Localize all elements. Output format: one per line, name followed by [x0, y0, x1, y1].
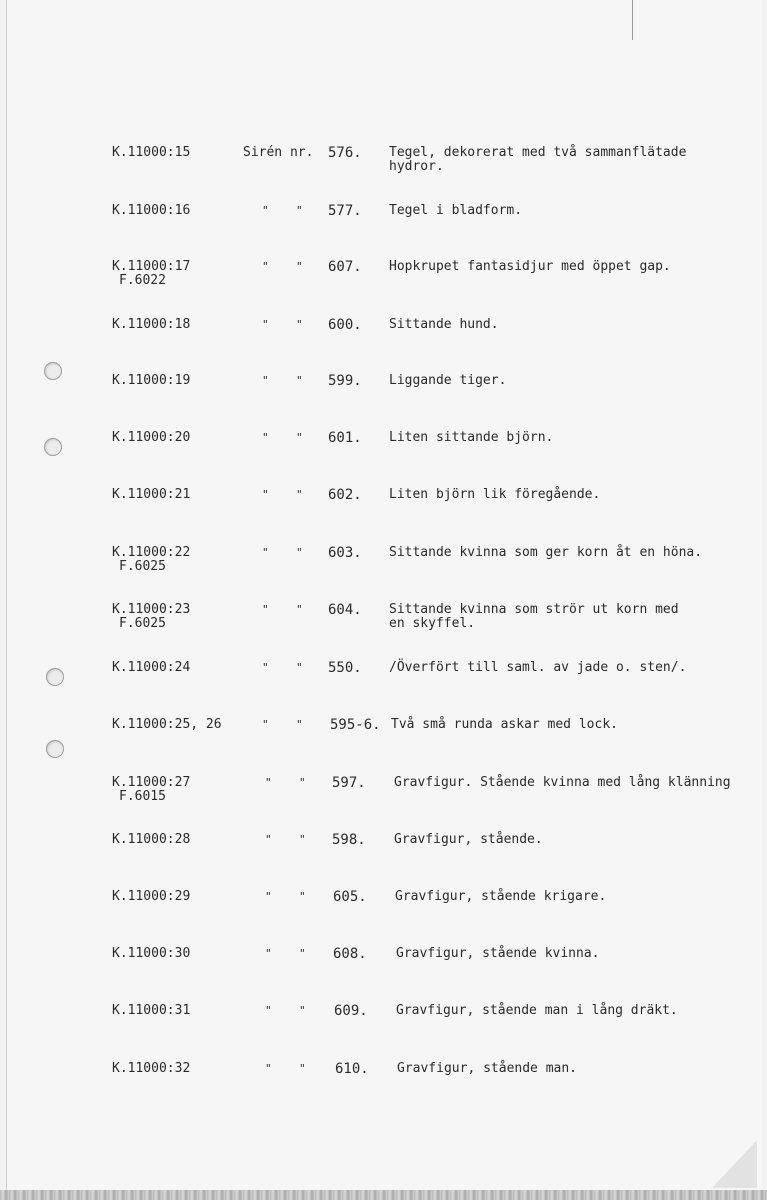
page-edge-line: [632, 0, 633, 40]
catalog-id: [112, 1004, 190, 1018]
ditto-mark: ": [299, 947, 306, 960]
item-description: Sittande hund.: [389, 317, 499, 332]
item-description: Liten björn lik föregående.: [389, 487, 601, 502]
catalog-id: [112, 603, 190, 631]
catalog-number: K.11000:22: [112, 545, 191, 560]
catalog-number: K.11000:25, 26: [112, 717, 222, 732]
item-description: Liggande tiger.: [389, 373, 507, 388]
catalog-id: [112, 260, 190, 288]
siren-number: 600.: [328, 317, 362, 333]
siren-number: 610.: [335, 1061, 369, 1077]
item-description: Tegel i bladform.: [389, 203, 523, 218]
item-description: Gravfigur, stående kvinna.: [396, 946, 600, 961]
catalog-sub-number: F.6025: [119, 616, 166, 631]
punch-hole: [46, 740, 64, 758]
catalog-id: [112, 1062, 190, 1076]
catalog-id: [112, 374, 190, 388]
ditto-mark: ": [299, 1004, 306, 1017]
item-description: Tegel, dekorerat med två sammanflätade hydror.: [389, 145, 687, 174]
item-description: Gravfigur, stående man.: [397, 1061, 578, 1076]
ditto-mark: ": [265, 1062, 272, 1075]
ditto-mark: ": [299, 833, 306, 846]
source-label: Sirén nr.: [243, 145, 314, 160]
ditto-mark: ": [296, 374, 303, 387]
catalog-id: [112, 546, 190, 574]
catalog-id: [112, 204, 190, 218]
ditto-mark: ": [296, 718, 303, 731]
catalog-id: [112, 890, 190, 904]
ditto-mark: ": [296, 431, 303, 444]
ditto-mark: ": [262, 546, 269, 559]
ditto-mark: ": [296, 260, 303, 273]
siren-number: 603.: [328, 545, 362, 561]
item-description: Hopkrupet fantasidjur med öppet gap.: [389, 259, 671, 274]
siren-number: 599.: [328, 373, 362, 389]
siren-number: 608.: [333, 946, 367, 962]
ditto-mark: ": [262, 260, 269, 273]
catalog-id: [112, 947, 190, 961]
ditto-mark: ": [299, 890, 306, 903]
item-description: Sittande kvinna som strör ut korn med en skyffel.: [389, 602, 679, 631]
item-description: Gravfigur, stående krigare.: [395, 889, 607, 904]
siren-number: 598.: [332, 832, 366, 848]
catalog-id: [112, 146, 190, 160]
item-description: Två små runda askar med lock.: [391, 717, 618, 732]
siren-number: 576.: [328, 145, 362, 161]
item-description: Sittande kvinna som ger korn åt en höna.: [389, 545, 703, 560]
ditto-mark: ": [296, 488, 303, 501]
ditto-mark: ": [299, 1062, 306, 1075]
catalog-id: [112, 431, 190, 445]
catalog-id: [112, 776, 190, 804]
item-description: Gravfigur, stående man i lång dräkt.: [396, 1003, 678, 1018]
catalog-sub-number: F.6015: [119, 789, 166, 804]
ditto-mark: ": [265, 1004, 272, 1017]
ditto-mark: ": [299, 776, 306, 789]
catalog-number: K.11000:19: [112, 373, 191, 388]
catalog-id: [112, 833, 190, 847]
ditto-mark: ": [265, 890, 272, 903]
catalog-sub-number: F.6022: [119, 273, 166, 288]
ditto-mark: ": [296, 318, 303, 331]
ditto-mark: ": [296, 603, 303, 616]
catalog-id: [112, 661, 190, 675]
punch-hole: [44, 362, 62, 380]
siren-number: 595-6.: [330, 717, 381, 733]
siren-number: 601.: [328, 430, 362, 446]
catalog-number: K.11000:31: [112, 1003, 191, 1018]
ditto-mark: ": [262, 318, 269, 331]
siren-number: 605.: [333, 889, 367, 905]
catalog-number: K.11000:18: [112, 317, 191, 332]
ditto-mark: ": [296, 546, 303, 559]
catalog-number: K.11000:29: [112, 889, 191, 904]
siren-number: 607.: [328, 259, 362, 275]
siren-number: 550.: [328, 660, 362, 676]
item-description: /Överfört till saml. av jade o. sten/.: [389, 660, 687, 675]
page-corner-fold: [712, 1140, 757, 1188]
ditto-mark: ": [262, 488, 269, 501]
ditto-mark: ": [262, 374, 269, 387]
catalog-id: [112, 718, 222, 732]
scan-edge: [0, 1190, 767, 1200]
catalog-number: K.11000:15: [112, 145, 191, 160]
ditto-mark: ": [262, 204, 269, 217]
siren-number: 604.: [328, 602, 362, 618]
ditto-mark: ": [262, 603, 269, 616]
siren-number: 609.: [334, 1003, 368, 1019]
catalog-number: K.11000:21: [112, 487, 191, 502]
item-description: Liten sittande björn.: [389, 430, 554, 445]
siren-number: 602.: [328, 487, 362, 503]
ditto-mark: ": [262, 718, 269, 731]
ditto-mark: ": [265, 776, 272, 789]
ditto-mark: ": [296, 661, 303, 674]
catalog-number: K.11000:30: [112, 946, 191, 961]
punch-hole: [44, 438, 62, 456]
ditto-mark: ": [262, 661, 269, 674]
ditto-mark: ": [265, 947, 272, 960]
catalog-number: K.11000:27: [112, 775, 191, 790]
ditto-mark: ": [262, 431, 269, 444]
catalog-number: K.11000:23: [112, 602, 191, 617]
catalog-id: [112, 488, 190, 502]
catalog-number: K.11000:16: [112, 203, 191, 218]
catalog-sub-number: F.6025: [119, 559, 166, 574]
item-description: Gravfigur. Stående kvinna med lång klänning: [394, 775, 731, 790]
catalog-id: [112, 318, 190, 332]
catalog-number: K.11000:24: [112, 660, 191, 675]
catalog-number: K.11000:20: [112, 430, 191, 445]
ditto-mark: ": [265, 833, 272, 846]
ditto-mark: ": [296, 204, 303, 217]
catalog-number: K.11000:32: [112, 1061, 191, 1076]
siren-number: 577.: [328, 203, 362, 219]
siren-number: 597.: [332, 775, 366, 791]
catalog-number: K.11000:28: [112, 832, 191, 847]
item-description: Gravfigur, stående.: [394, 832, 543, 847]
catalog-number: K.11000:17: [112, 259, 191, 274]
punch-hole: [46, 668, 64, 686]
